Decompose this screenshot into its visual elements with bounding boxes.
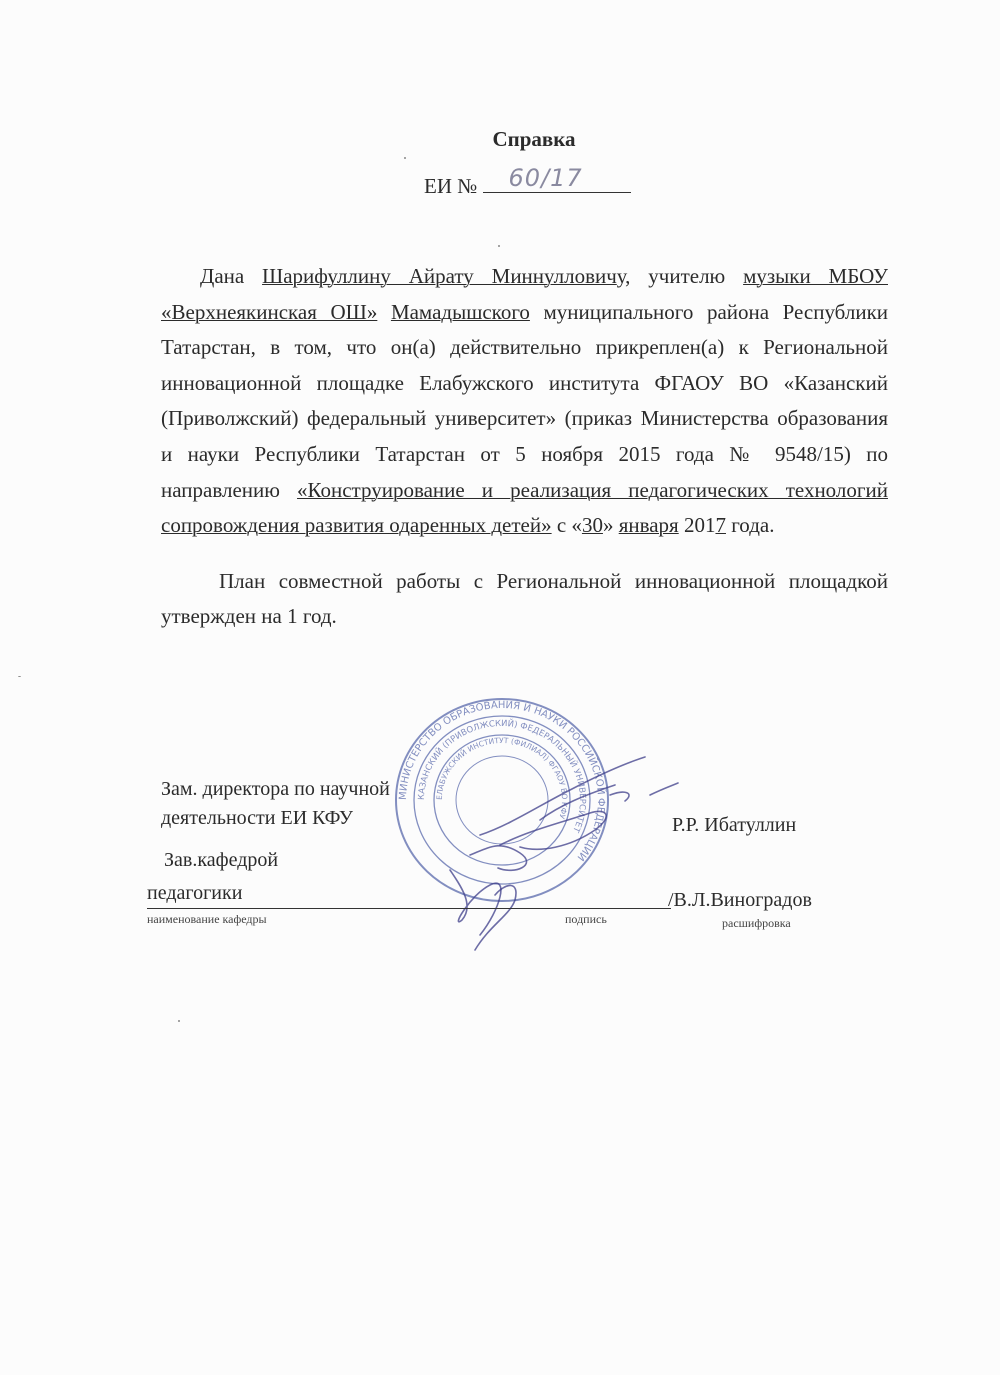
paragraph-text [377, 300, 391, 324]
deputy-name: Р.Р. Ибатуллин [672, 814, 797, 836]
caption-decoding: расшифровка [722, 916, 791, 930]
document-title: Справка [492, 127, 576, 151]
registration-number [424, 164, 631, 199]
paragraph-text: с « [551, 513, 582, 538]
main-paragraph [161, 259, 888, 544]
department-name: педагогики [147, 882, 243, 904]
paragraph-text: муниципального района Республики Татарстан, в том, что он(а) действительно прикреплен(а) к Региональной инновационной площадке Елабужского института ФГАОУ ВО «Казанский (Приволжский) федеральный университет» (приказ Министерства образования и науки Республики Татарстан от 5 ноября 2015 года № 9548/15) по направлению [161, 299, 889, 502]
date-month: января [618, 513, 679, 538]
direction: «Конструирование и реализация педагогических технологий сопровождения развития одаренных детей» [161, 477, 888, 538]
scan-speck [498, 245, 500, 247]
paragraph-text: 201 [678, 513, 716, 538]
document-body [161, 259, 888, 635]
scan-speck [18, 676, 21, 677]
scan-speck [404, 157, 406, 159]
deputy-title-line1: Зам. директора по научной [161, 778, 390, 800]
stamp-outer-text: МИНИСТЕРСТВО ОБРАЗОВАНИЯ И НАУКИ РОССИЙСКОЙ ФЕДЕРАЦИИ [397, 699, 607, 863]
paragraph-text: у, учителю [616, 264, 744, 288]
scan-speck [178, 1020, 180, 1022]
deputy-title [161, 775, 390, 833]
caption-signature: подпись [565, 912, 607, 926]
signature-scribble [420, 735, 680, 965]
number-field [483, 164, 631, 193]
plan-paragraph: План совместной работы с Региональной инновационной площадкой утвержден на 1 год. [161, 568, 888, 629]
recipient-name: Шарифуллину Айрату Миннуллович [262, 264, 617, 288]
paragraph-text: » [602, 513, 619, 538]
head-name: /В.Л.Виноградов [668, 889, 812, 911]
date-year-digit: 7 [715, 513, 726, 538]
stamp-middle-text: КАЗАНСКИЙ (ПРИВОЛЖСКИЙ) ФЕДЕРАЛЬНЫЙ УНИВЕРСИТЕТ [416, 718, 588, 834]
stamp-inner-text: ЕЛАБУЖСКИЙ ИНСТИТУТ (ФИЛИАЛ) ФГАОУ ВО КФУ [434, 735, 570, 820]
district: Мамадышского [390, 299, 530, 324]
organization: музыки МБОУ «Верхнеякинская ОШ» [161, 264, 888, 324]
date-day: 30 [581, 513, 603, 538]
number-label: ЕИ № [424, 174, 478, 198]
handwritten-number: 60/17 [508, 164, 583, 192]
paragraph-text: Дана [200, 264, 263, 288]
head-label: Зав.кафедрой [164, 849, 279, 871]
caption-department: наименование кафедры [147, 912, 267, 926]
signature-line [147, 908, 671, 909]
deputy-title-line2: деятельности ЕИ КФУ [161, 807, 354, 829]
paragraph-text: года. [725, 513, 775, 538]
